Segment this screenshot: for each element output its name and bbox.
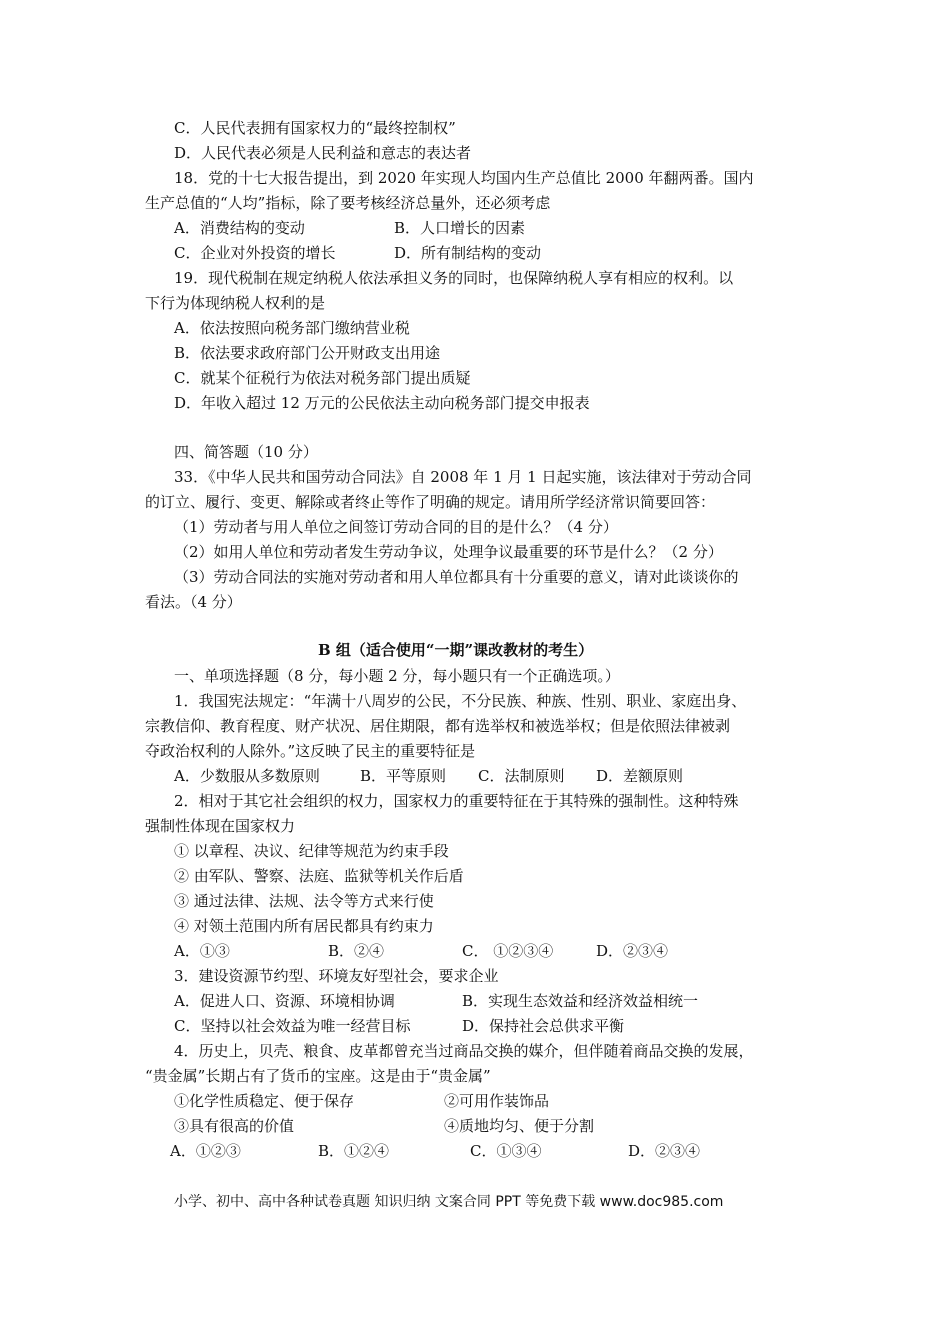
b-q2-item-1: ① 以章程、决议、纪律等规范为约束手段 — [174, 842, 449, 860]
b-q3-option-b: B．实现生态效益和经济效益相统一 — [462, 992, 699, 1010]
b-q1-option-a: A．少数服从多数原则 — [174, 767, 320, 785]
q18-option-b: B．人口增长的因素 — [394, 219, 526, 237]
q18-option-c: C．企业对外投资的增长 — [174, 244, 336, 262]
b-q4-option-a: A．①②③ — [170, 1142, 241, 1160]
q33-subquestion-3-line1: （3）劳动合同法的实施对劳动者和用人单位都具有十分重要的意义，请对此谈谈你的 — [174, 568, 739, 586]
q33-subquestion-3-line2: 看法。（4 分） — [145, 593, 242, 611]
q33-stem-line1: 33．《中华人民共和国劳动合同法》自 2008 年 1 月 1 日起实施，该法律对于劳动合同 — [174, 468, 752, 486]
b-q3-option-d: D．保持社会总供求平衡 — [462, 1017, 625, 1035]
b-q4-item-2: ②可用作装饰品 — [444, 1092, 550, 1110]
b-q4-item-4: ④质地均匀、便于分割 — [444, 1117, 595, 1135]
q33-stem-line2: 的订立、履行、变更、解除或者终止等作了明确的规定。请用所学经济常识简要回答： — [145, 493, 716, 511]
b-q2-stem-line2: 强制性体现在国家权力 — [145, 817, 296, 835]
q33-subquestion-2: （2）如用人单位和劳动者发生劳动争议，处理争议最重要的环节是什么？（2 分） — [174, 543, 723, 561]
b-q2-item-2: ② 由军队、警察、法庭、监狱等机关作后盾 — [174, 867, 464, 885]
q18-stem-line2: 生产总值的“人均”指标，除了要考核经济总量外，还必须考虑 — [145, 194, 551, 212]
b-q1-option-c: C．法制原则 — [478, 767, 565, 785]
q17-option-c: C．人民代表拥有国家权力的“最终控制权” — [174, 119, 456, 137]
q18-stem-line1: 18．党的十七大报告提出，到 2020 年实现人均国内生产总值比 2000 年翻两番。国内 — [174, 169, 754, 187]
q19-option-c: C．就某个征税行为依法对税务部门提出质疑 — [174, 369, 471, 387]
b-q1-stem-line3: 夺政治权利的人除外。”这反映了民主的重要特征是 — [145, 742, 476, 760]
q18-option-d: D．所有制结构的变动 — [394, 244, 542, 262]
b-q4-option-c: C．①③④ — [470, 1142, 542, 1160]
q19-stem-line1: 19．现代税制在规定纳税人依法承担义务的同时，也保障纳税人享有相应的权利。以 — [174, 269, 734, 287]
b-q3-stem: 3．建设资源节约型、环境友好型社会，要求企业 — [174, 967, 499, 985]
q19-option-a: A．依法按照向税务部门缴纳营业税 — [174, 319, 410, 337]
q19-option-b: B．依法要求政府部门公开财政支出用途 — [174, 344, 441, 362]
b-q1-stem-line2: 宗教信仰、教育程度、财产状况、居住期限，都有选举权和被选举权；但是依照法律被剥 — [145, 717, 731, 735]
b-q2-option-a: A．①③ — [174, 942, 230, 960]
b-q2-option-b: B．②④ — [328, 942, 385, 960]
short-answer-heading: 四、简答题（10 分） — [174, 443, 318, 461]
b-q1-option-b: B．平等原则 — [360, 767, 447, 785]
b-q2-stem-line1: 2．相对于其它社会组织的权力，国家权力的重要特征在于其特殊的强制性。这种特殊 — [174, 792, 739, 810]
b-q2-item-4: ④ 对领土范围内所有居民都具有约束力 — [174, 917, 434, 935]
q17-option-d: D．人民代表必须是人民利益和意志的表达者 — [174, 144, 472, 162]
b-q4-option-b: B．①②④ — [318, 1142, 390, 1160]
b-q2-item-3: ③ 通过法律、法规、法令等方式来行使 — [174, 892, 434, 910]
b-q1-stem-line1: 1．我国宪法规定：“年满十八周岁的公民，不分民族、种族、性别、职业、家庭出身、 — [174, 692, 747, 710]
group-b-title: B 组（适合使用“一期”课改教材的考生） — [318, 641, 594, 659]
b-q3-option-a: A．促进人口、资源、环境相协调 — [174, 992, 395, 1010]
q18-option-a: A．消费结构的变动 — [174, 219, 305, 237]
page-footer: 小学、初中、高中各种试卷真题 知识归纳 文案合同 PPT 等免费下载 www.doc985.com — [174, 1194, 724, 1210]
q33-subquestion-1: （1）劳动者与用人单位之间签订劳动合同的目的是什么？（4 分） — [174, 518, 618, 536]
b-q4-stem-line2: “贵金属”长期占有了货币的宝座。这是由于“贵金属” — [145, 1067, 491, 1085]
q19-option-d: D．年收入超过 12 万元的公民依法主动向税务部门提交申报表 — [174, 394, 590, 412]
b-q4-option-d: D．②③④ — [628, 1142, 701, 1160]
b-q3-option-c: C．坚持以社会效益为唯一经营目标 — [174, 1017, 411, 1035]
b-q1-option-d: D．差额原则 — [596, 767, 684, 785]
b-q2-option-c: C． ①②③④ — [462, 942, 554, 960]
b-q4-item-3: ③具有很高的价值 — [174, 1117, 295, 1135]
b-q2-option-d: D．②③④ — [596, 942, 669, 960]
b-q4-item-1: ①化学性质稳定、便于保存 — [174, 1092, 355, 1110]
group-b-section-heading: 一、单项选择题（8 分，每小题 2 分，每小题只有一个正确选项。） — [174, 667, 620, 685]
q19-stem-line2: 下行为体现纳税人权利的是 — [145, 294, 326, 312]
b-q4-stem-line1: 4．历史上，贝壳、粮食、皮革都曾充当过商品交换的媒介，但伴随着商品交换的发展， — [174, 1042, 754, 1060]
